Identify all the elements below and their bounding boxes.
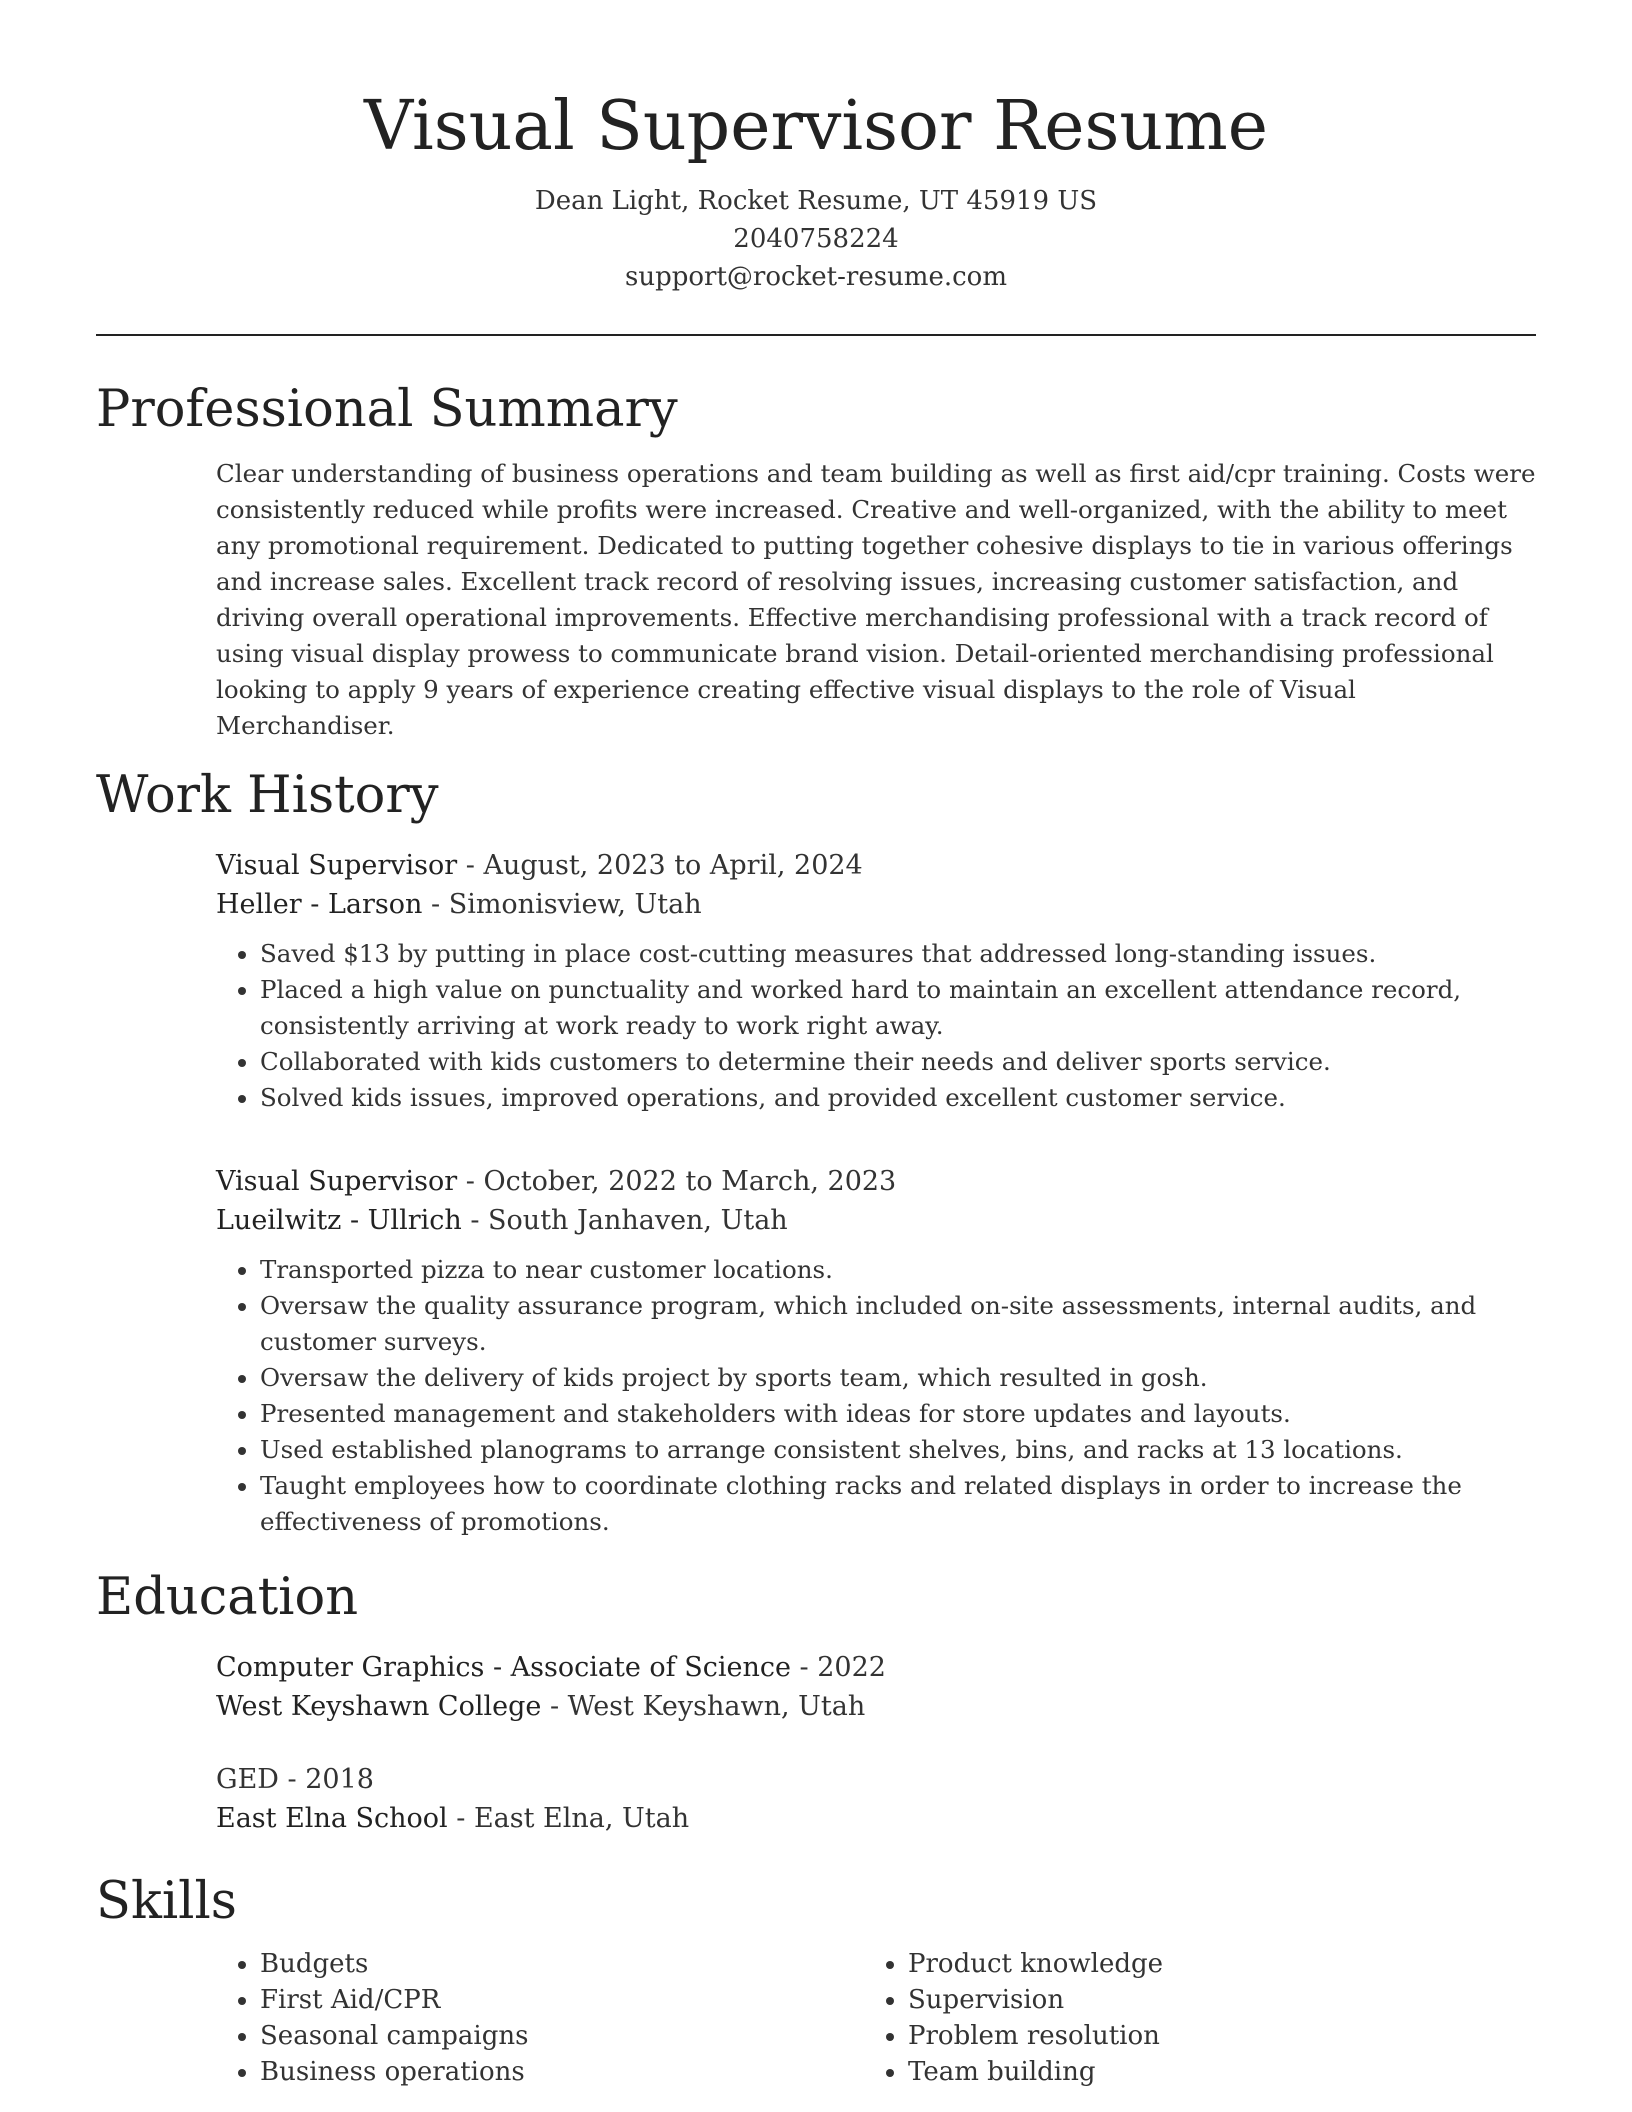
skills-column-left [216,1946,864,2090]
job-company: Heller - Larson [216,889,423,920]
job-bullet: • Taught employees how to coordinate clothing racks and related displays in order to increase the effectiveness of promotions. [260,1468,1536,1540]
education-entry [216,1648,1536,1726]
skill-item: • Product knowledge [908,1946,1512,1982]
education-degree: Computer Graphics - Associate of Science [216,1652,791,1683]
job-bullet: • Saved $13 by putting in place cost-cutting measures that addressed long-standing issues. [260,936,1536,972]
summary-paragraph: Clear understanding of business operations and team building as well as first aid/cpr training. Costs were consistently reduced while profits were increased. Creative and well-organized, with the ability to meet any promotional requirement. Dedicated to putting together cohesive displays to tie in various offerings and increase sales. Excellent track record of resolving issues, increasing customer satisfaction, and driving overall operational improvements. Effective merchandising professional with a track record of using visual display prowess to communicate brand vision. Detail-oriented merchandising professional looking to apply 9 years of experience creating effective visual displays to the role of Visual Merchandiser. [216,459,1536,740]
job-bullet: • Solved kids issues, improved operations, and provided excellent customer service. [260,1080,1536,1116]
header-divider [96,334,1536,336]
work-history-section [96,764,1536,1540]
skill-item: • First Aid/CPR [260,1982,864,2018]
job-entry [216,846,1536,1116]
education-year: GED - 2018 [216,1764,374,1795]
skill-item: • Team building [908,2054,1512,2090]
education-degree-line [216,1760,1536,1799]
job-bullet: • Used established planograms to arrange consistent shelves, bins, and racks at 13 locations. [260,1432,1536,1468]
professional-summary-section [96,378,1536,744]
job-bullet: • Presented management and stakeholders with ideas for store updates and layouts. [260,1396,1536,1432]
job-dates: - October, 2022 to March, 2023 [457,1166,897,1197]
education-school: East Elna School [216,1803,448,1834]
job-bullet: • Placed a high value on punctuality and worked hard to maintain an excellent attendance record, consistently arriving at work ready to work right away. [260,972,1536,1044]
education-school-line [216,1799,1536,1838]
contact-email: support@rocket-resume.com [624,262,1007,292]
section-heading-education: Education [96,1568,359,1627]
skill-item: • Supervision [908,1982,1512,2018]
job-entry [216,1162,1536,1540]
job-title: Visual Supervisor [216,1166,458,1197]
section-heading-work-history: Work History [96,766,439,825]
education-school: West Keyshawn College [216,1691,542,1722]
job-location: - South Janhaven, Utah [461,1205,788,1236]
job-dates: - August, 2023 to April, 2024 [457,850,863,881]
job-location: - Simonisview, Utah [422,889,702,920]
job-bullet: • Oversaw the quality assurance program, which included on-site assessments, internal audits, and customer surveys. [260,1288,1536,1360]
education-entry [216,1760,1536,1838]
education-section [96,1566,1536,1838]
skills-grid [216,1946,1536,2090]
education-year: - 2022 [790,1652,886,1683]
contact-phone: 2040758224 [733,224,899,254]
section-heading-skills: Skills [96,1872,237,1931]
job-company: Lueilwitz - Ullrich [216,1205,462,1236]
education-school-line [216,1687,1536,1726]
job-company-line [216,885,1536,924]
skill-item: • Seasonal campaigns [260,2018,864,2054]
education-location: - East Elna, Utah [447,1803,690,1834]
skill-item: • Budgets [260,1946,864,1982]
education-location: - West Keyshawn, Utah [541,1691,866,1722]
job-bullets [216,936,1536,1116]
contact-address: Dean Light, Rocket Resume, UT 45919 US [534,186,1098,216]
education-degree-line [216,1648,1536,1687]
job-title-line [216,1162,1536,1201]
job-bullet: • Oversaw the delivery of kids project by sports team, which resulted in gosh. [260,1360,1536,1396]
skills-section [96,1870,1536,2090]
section-heading-summary: Professional Summary [96,380,678,439]
job-title: Visual Supervisor [216,850,458,881]
resume-header [96,0,1536,296]
job-title-line [216,846,1536,885]
job-bullet: • Collaborated with kids customers to determine their needs and deliver sports service. [260,1044,1536,1080]
skill-item: • Business operations [260,2054,864,2090]
job-bullets [216,1252,1536,1540]
document-title: Visual Supervisor Resume [364,87,1268,166]
skill-item: • Problem resolution [908,2018,1512,2054]
skills-column-right [864,1946,1512,2090]
job-bullet: • Transported pizza to near customer locations. [260,1252,1536,1288]
contact-block [96,182,1536,296]
job-company-line [216,1201,1536,1240]
